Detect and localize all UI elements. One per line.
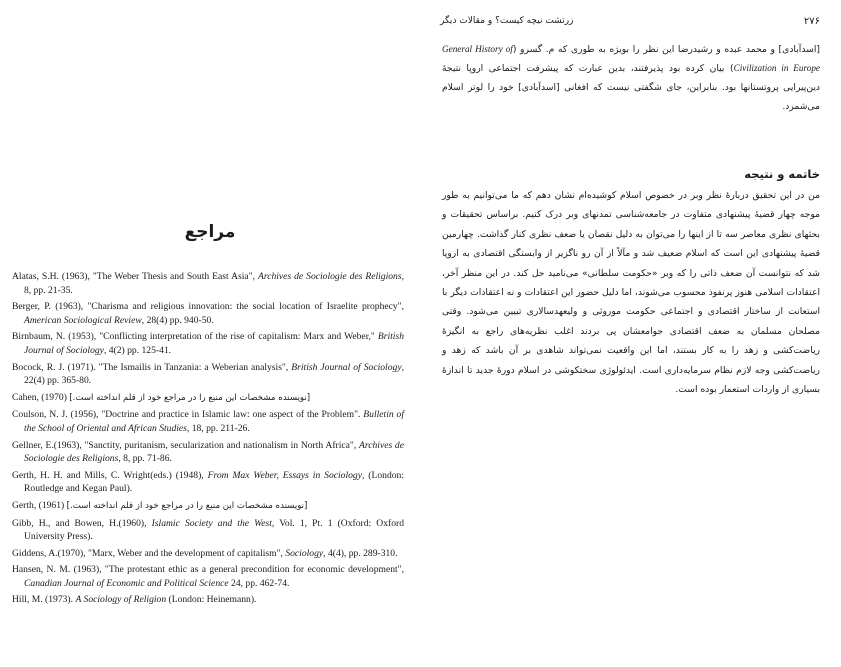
reference-details: (London: Heinemann). (166, 594, 257, 606)
reference-source-title: American Sociological Review (24, 314, 142, 326)
page-number: ۲۷۶ (803, 16, 820, 27)
reference-source-title: A Sociology of Religion (75, 594, 167, 606)
reference-details: , 4(2) pp. 125-41. (103, 344, 172, 356)
reference-source-title: British Journal of Sociology (24, 331, 404, 356)
reference-entry (12, 300, 404, 327)
intro-text-end: ) بیان کرده بود پذیرفتند، بدین عبارت که پیشرفت اجتماعی اروپا نتیجهٔ دین‌پیرایی پروتستانها بود. بنابراین، جای شگفتی نیست که افغانی [اسدآبادی] خود را لوتر اسلام می‌شمرد. (442, 63, 820, 112)
reference-source-title: Archives de Sociologie des Religions (257, 271, 402, 282)
reference-text: Bocock, R. J. (1971). "The Ismailis in Tanzania: a Weberian analysis", (12, 361, 292, 373)
running-title: زرتشت نیچه کیست؟ و مقالات دیگر (440, 16, 574, 26)
references-list (12, 270, 404, 610)
reference-entry (12, 361, 404, 388)
reference-text: Cahen, (1970) (12, 391, 70, 403)
reference-entry (12, 469, 404, 496)
reference-text: Gellner, E.(1963), "Sanctity, puritanism, secularization and nationalism in North Africa", (12, 439, 359, 451)
reference-entry (12, 593, 404, 607)
reference-entry (12, 270, 404, 297)
reference-text: Coulson, N. J. (1956), "Doctrine and practice in Islamic law: one aspect of the Problem". (12, 409, 364, 421)
reference-entry (12, 391, 404, 406)
reference-text: Hill, M. (1973). (12, 594, 76, 606)
reference-details: , Vol. 1, Pt. 1 (Oxford: Oxford University Press). (24, 517, 404, 543)
reference-text: Birnbaum, N. (1953), "Conflicting interpretation of the rise of capitalism: Marx and Weber," (12, 331, 378, 343)
reference-details: , 18, pp. 211-26. (186, 422, 250, 434)
reference-details: , 22(4) pp. 365-80. (24, 361, 404, 387)
reference-details: 24, pp. 462-74. (228, 577, 290, 589)
section-heading: خاتمه و نتیجه (744, 167, 820, 181)
reference-source-title: From Max Weber, Essays in Sociology (207, 469, 362, 481)
left-page (0, 0, 420, 667)
running-head (440, 14, 820, 32)
reference-entry (12, 517, 404, 544)
reference-entry (12, 439, 404, 466)
reference-details: , 28(4) pp. 940-50. (141, 314, 214, 326)
reference-text: Gerth, (1961) (12, 499, 67, 511)
intro-english-title: General History of Civilization in Europe (442, 44, 820, 73)
right-page (420, 0, 841, 667)
reference-text: Gibb, H., and Bowen, H.(1960), (12, 517, 152, 529)
intro-paragraph (442, 40, 820, 116)
reference-source-title: Sociology (285, 547, 324, 559)
conclusion-paragraph: من در این تحقیق دربارهٔ نظر وبر در خصوص اسلام کوشیده‌ام نشان دهم که ما می‌توانیم به طور موجه چهار قضیهٔ پیشنهادی متفاوت در جامعه‌شناسی تمدنهای وبر درک کنیم. براساس تحقیقات و بحثهای نظری معاصر سه تا از اینها را می‌توان به دلیل نقصان یا ضعف نظری کنار گذاشت. چهارمین قضیهٔ پیشنهادی این است که اسلام ضعیف شد و مآلاً از آن رو ناگزیر از وابستگی اقتصادی به اروپا شد که نتوانست آن ضعف ذاتی را که وبر «حکومت سلطانی» می‌نامید حل کند. در این منظر آخر، اعتقادات اسلامی هنوز پرنفوذ محسوب می‌شوند، اما دلیل حضور این اعتقادات و نه اعتقادات دیگر با استعانت از ساختار اقتصادی و اجتماعی حکومت موروثی و ولیعهدسالاری تبیین می‌شود. وقتی مصلحان مسلمان به ضعف اقتصادی جوامعشان پی بردند اغلب نظریه‌های راجع به انگیزهٔ ریاضت‌کشی و زهد را به کار بستند، اما این واقعیت نمی‌تواند شاهدی بر آن باشد که زهد و ریاضت‌کشی وجه لازم نظام سرمایه‌داری است. ایدئولوژی سختکوشی در اسلام دورهٔ جدید تا اندازهٔ بسیاری از واردات استعمار بوده است. (442, 190, 820, 396)
reference-entry (12, 330, 404, 357)
reference-details: , 8, pp. 21-35. (24, 271, 404, 296)
reference-source-title: Islamic Society and the West (151, 517, 272, 529)
reference-source-title: Bulletin of the School of Oriental and African Studies (24, 409, 404, 434)
references-heading: مراجع (184, 222, 236, 242)
reference-source-title: Archives de Sociologie des Religions (24, 439, 404, 465)
reference-details: , 8, pp. 71-86. (118, 453, 172, 465)
reference-entry (12, 547, 404, 561)
reference-entry (12, 563, 404, 590)
reference-note: [نویسنده مشخصات این منبع را در مراجع خود از قلم انداخته است.] (69, 392, 311, 403)
reference-text: Hansen, N. M. (1963), "The protestant ethic as a general precondition for economic development", (12, 564, 404, 576)
reference-details: , 4(4), pp. 289-310. (323, 547, 398, 559)
reference-source-title: British Journal of Sociology (291, 361, 402, 373)
reference-note: [نویسنده مشخصات این منبع را در مراجع خود از قلم انداخته است.] (66, 500, 308, 511)
reference-text: Giddens, A.(1970), "Marx, Weber and the development of capitalism", (12, 547, 286, 559)
reference-entry (12, 499, 404, 514)
intro-text-start: [اسدآبادی] و محمد عبده و رشیدرضا این نظر را بویژه به طوری که م. گسرو ( (512, 44, 820, 55)
reference-entry (12, 408, 404, 435)
reference-source-title: Canadian Journal of Economic and Political Science (24, 577, 229, 589)
reference-text: Alatas, S.H. (1963), "The Weber Thesis and South East Asia", (12, 271, 258, 282)
reference-text: Berger, P. (1963), "Charisma and religious innovation: the social location of Israelite prophecy", (12, 301, 404, 313)
reference-details: , (London: Routledge and Kegan Paul). (24, 469, 405, 495)
reference-text: Gerth, H. H. and Mills, C. Wright(eds.) (1948), (12, 469, 208, 481)
